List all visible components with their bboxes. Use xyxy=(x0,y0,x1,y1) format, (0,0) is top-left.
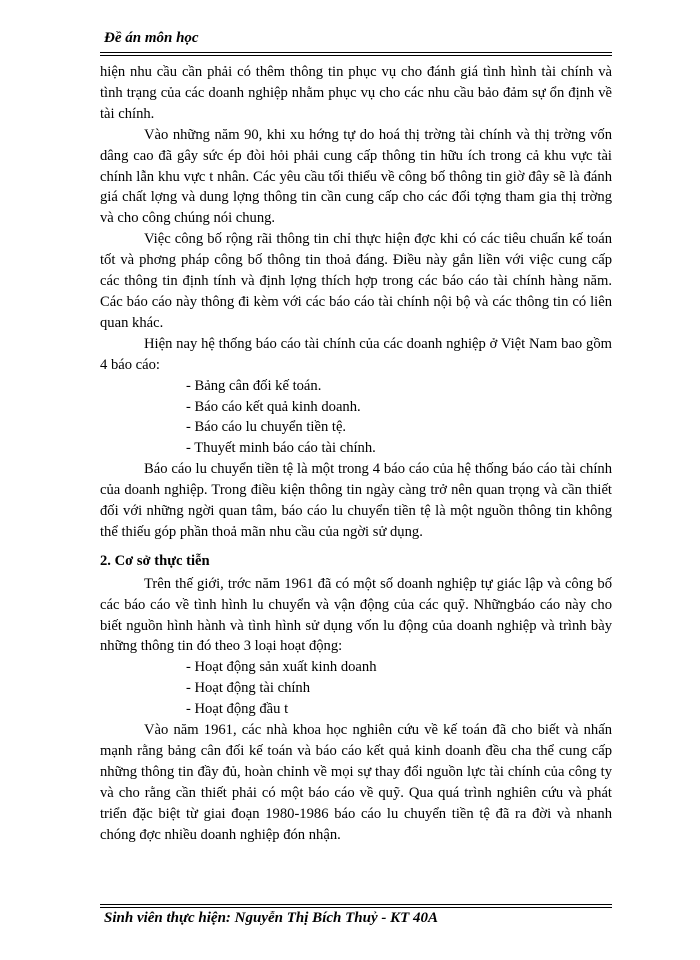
list-item: - Hoạt động đầu t xyxy=(186,701,289,718)
list-item: - Bảng cân đối kế toán. xyxy=(186,377,322,394)
page-header-title: Đề án môn học xyxy=(104,30,199,46)
paragraph-1: hiện nhu cầu cần phải có thêm thông tin phục vụ cho đánh giá tình hình tài chính và tình trạng của các doanh nghiệp nhằm phục vụ cho các nhu cầu bảo đảm sự ổn định về tài chính. xyxy=(100,64,612,122)
paragraph-5: Báo cáo lu chuyển tiền tệ là một trong 4 báo cáo của hệ thống báo cáo tài chính của doanh nghiệp. Trong điều kiện thông tin ngày càng trở nên quan trọng và cần thiết đối với những ngời quan tâm, báo cáo lu chuyển tiền tệ là một nguồn thông tin không thể thiếu góp phần thoả mãn nhu cầu của ngời sử dụng. xyxy=(100,461,612,540)
list-item: - Thuyết minh báo cáo tài chính. xyxy=(186,440,376,457)
list-item: - Hoạt động sản xuất kinh doanh xyxy=(186,659,377,676)
paragraph-6: Trên thế giới, trớc năm 1961 đã có một số doanh nghiệp tự giác lập và công bố các báo cáo về tình hình lu chuyển và vận động của các quỹ. Nhữngbáo cáo này cho biết nguồn hình hành và tình hình sử dụng vốn lu động của doanh nghiệp và trình bày những thông tin đó theo 3 loại hoạt động: xyxy=(100,575,612,655)
section-heading: 2. Cơ sở thực tiễn xyxy=(100,552,210,569)
paragraph-7: Vào năm 1961, các nhà khoa học nghiên cứu về kế toán đã cho biết và nhấn mạnh rằng bảng cân đối kế toán và báo cáo kết quả kinh doanh đều cha thể cung cấp những thông tin đầy đủ, hoàn chỉnh về mọi sự thay đổi nguồn lực tài chính của công ty và cho rằng cần thiết phải có một báo cáo về quỹ. Qua quá trình nghiên cứu và phát triển đặc biệt từ giai đoạn 1980-1986 báo cáo lu chuyển tiền tệ đã ra đời và nhanh chóng đợc nhiều doanh nghiệp đón nhận. xyxy=(100,722,612,843)
document-body xyxy=(100,62,612,846)
header-rule xyxy=(100,52,612,56)
list-item: - Hoạt động tài chính xyxy=(186,680,311,697)
paragraph-4: Hiện nay hệ thống báo cáo tài chính của các doanh nghiệp ở Việt Nam bao gồm 4 báo cáo: xyxy=(100,335,612,373)
paragraph-2: Vào những năm 90, khi xu hớng tự do hoá thị trờng tài chính và thị trờng vốn dâng cao đã gây sức ép đòi hỏi phải cung cấp thông tin hữu ích trong cả khu vực tài chính lẫn khu vực t nhân. Các yêu cầu tối thiểu về công bố thông tin giờ đây sẽ là đánh giá chất lợng và dung lợng thông tin cần cung cấp cho các đối tợng tham gia thị trờng và cho công chúng nói chung. xyxy=(100,126,612,227)
list-item: - Báo cáo lu chuyển tiền tệ. xyxy=(186,419,347,436)
footer-rule xyxy=(100,904,612,908)
paragraph-3: Việc công bố rộng rãi thông tin chỉ thực hiện đợc khi có các tiêu chuẩn kế toán tốt và phơng pháp công bố thông tin thoả đáng. Điều này gắn liền với việc cung cấp các thông tin định tính và định lợng thích hợp trong các báo cáo tài chính hàng năm. Các báo cáo này thông đi kèm với các báo cáo tài chính nội bộ và các thông tin có liên quan khác. xyxy=(100,231,612,331)
page-footer-author: Sinh viên thực hiện: Nguyễn Thị Bích Thuỷ - KT 40A xyxy=(104,910,439,926)
list-item: - Báo cáo kết quả kinh doanh. xyxy=(186,398,361,415)
